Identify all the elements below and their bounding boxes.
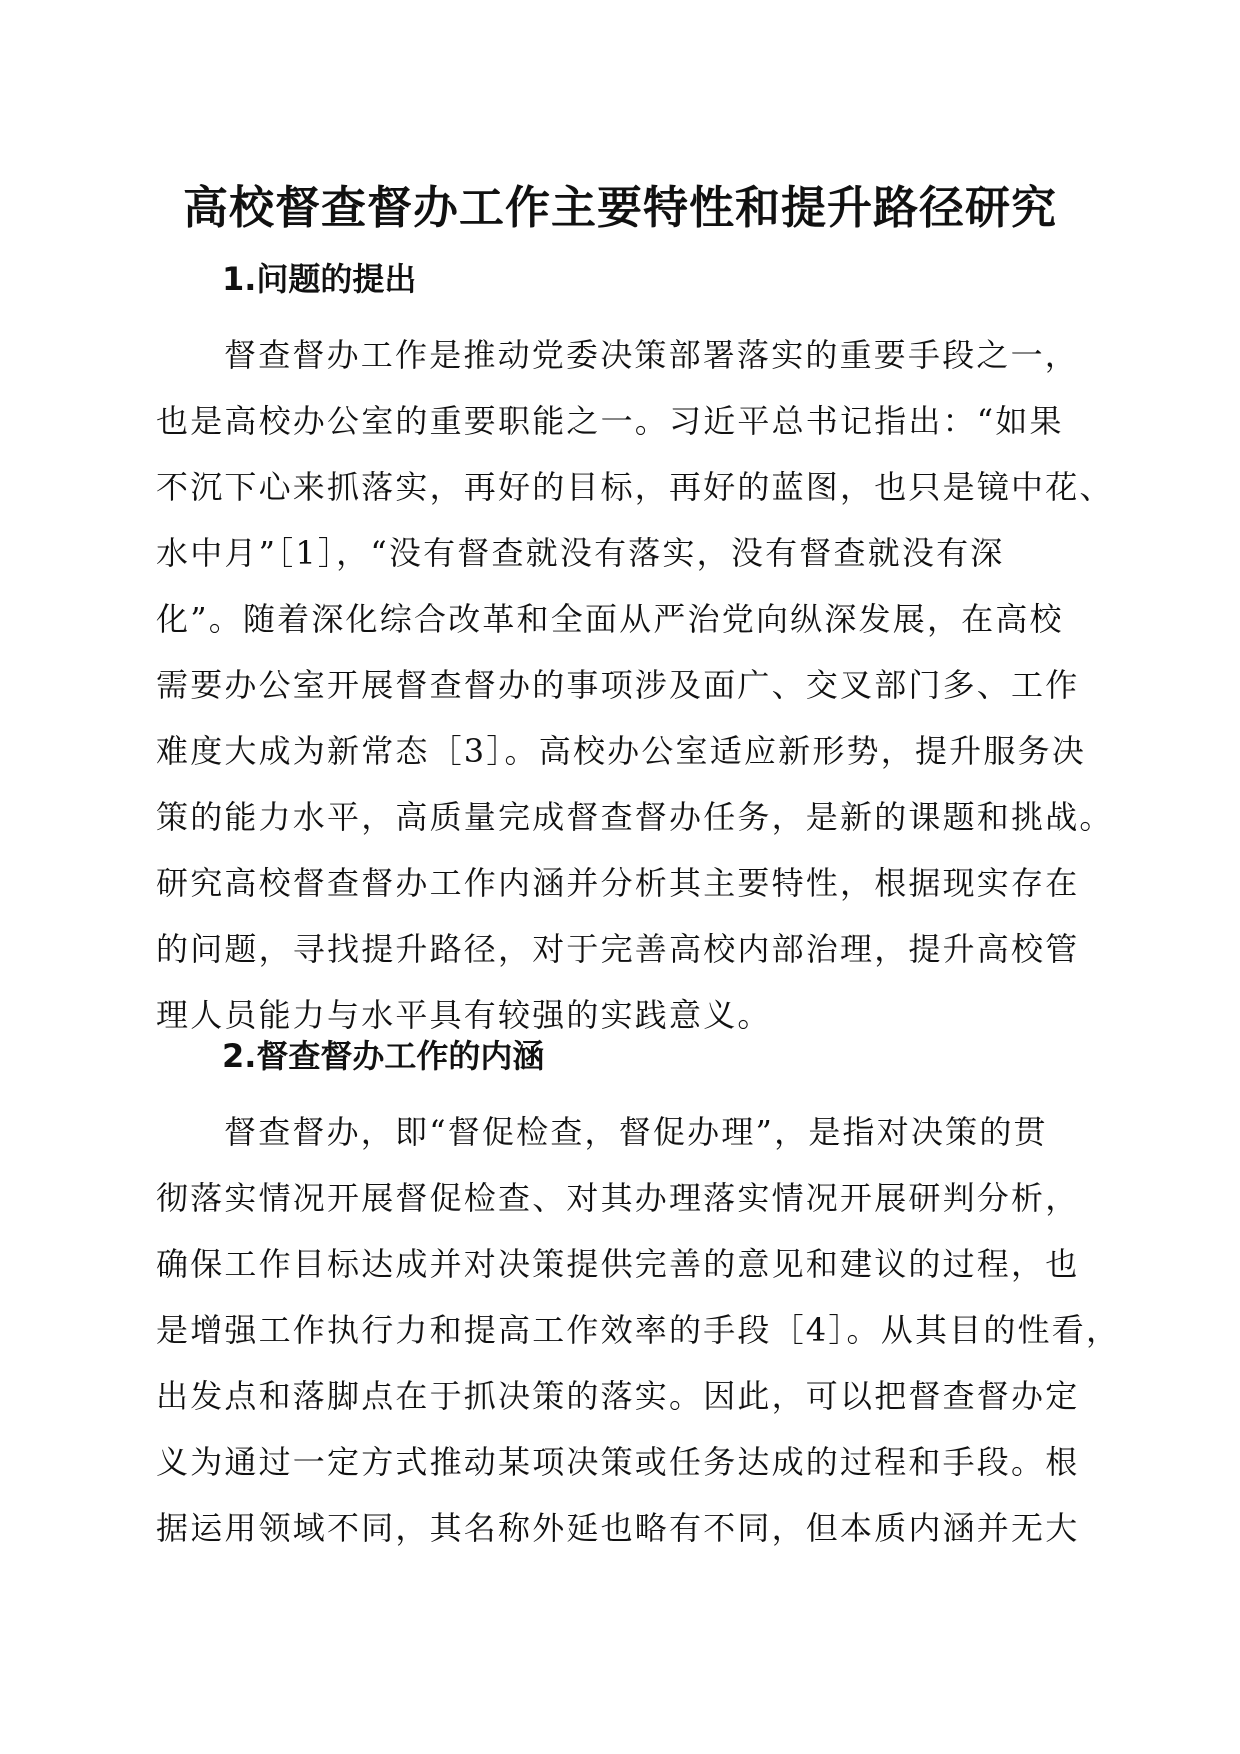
section-heading-1: 1.问题的提出: [222, 260, 417, 298]
paragraph-line: 需要办公室开展督查督办的事项涉及面广、交叉部门多、工作: [156, 666, 1080, 704]
paragraph-line: 彻落实情况开展督促检查、对其办理落实情况开展研判分析，: [156, 1179, 1080, 1217]
paragraph-line: 确保工作目标达成并对决策提供完善的意见和建议的过程，也: [156, 1245, 1080, 1283]
paragraph-line: 研究高校督查督办工作内涵并分析其主要特性，根据现实存在: [156, 864, 1080, 902]
document-title: 高校督查督办工作主要特性和提升路径研究: [182, 181, 1057, 234]
paragraph-line: 是增强工作执行力和提高工作效率的手段［4］。从其目的性看，: [156, 1311, 1121, 1349]
paragraph-line: 理人员能力与水平具有较强的实践意义。: [156, 996, 772, 1034]
section-2-paragraph: [156, 1099, 1121, 1561]
paragraph-line: 不沉下心来抓落实，再好的目标，再好的蓝图，也只是镜中花、: [156, 468, 1114, 506]
paragraph-line: 化”。随着深化综合改革和全面从严治党向纵深发展，在高校: [156, 600, 1064, 638]
paragraph-line: 义为通过一定方式推动某项决策或任务达成的过程和手段。根: [156, 1443, 1080, 1481]
paragraph-line: 策的能力水平，高质量完成督查督办任务，是新的课题和挑战。: [156, 798, 1114, 836]
section-heading-2: 2.督查督办工作的内涵: [222, 1037, 545, 1075]
paragraph-line: 据运用领域不同，其名称外延也略有不同，但本质内涵并无大: [156, 1509, 1080, 1547]
paragraph-line: 难度大成为新常态［3］。高校办公室适应新形势，提升服务决: [156, 732, 1086, 770]
paragraph-line: 督查督办，即“督促检查，督促办理”，是指对决策的贯: [224, 1113, 1048, 1151]
paragraph-line: 督查督办工作是推动党委决策部署落实的重要手段之一，: [224, 336, 1080, 374]
paragraph-line: 也是高校办公室的重要职能之一。习近平总书记指出：“如果: [156, 402, 1064, 440]
paragraph-line: 水中月”［1］，“没有督查就没有落实，没有督查就没有深: [156, 534, 1005, 572]
paragraph-line: 的问题，寻找提升路径，对于完善高校内部治理，提升高校管: [156, 930, 1080, 968]
section-1-paragraph: [156, 322, 1116, 1048]
paragraph-line: 出发点和落脚点在于抓决策的落实。因此，可以把督查督办定: [156, 1377, 1080, 1415]
